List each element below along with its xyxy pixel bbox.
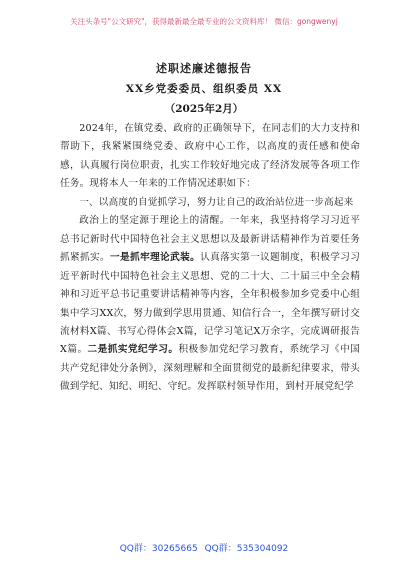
document-body [60,120,360,397]
section1-text-a: 政治上的坚定源于理论上的清醒。一年来，我坚持将学习习近平总书记新时代中国特色社会主义思想以及最新讲话精神作为首要任务抓紧抓实。 [60,215,360,264]
top-ad-banner: 关注头条号"公文研究"，获得最新最全最专业的公文资料库！ 微信：gongwenyj [70,17,338,26]
qq-group-2-label: QQ群： [204,544,237,554]
document-subtitle: XX乡党委委员、组织委员 XX [125,83,283,95]
section1-paragraph [60,212,360,397]
qq-group-1-label: QQ群： [119,544,152,554]
section1-text-c: 积极参加党纪学习教育，系统学习《中国共产党纪律处分条例》，深刻理解和全面贯彻党的最新纪律要求，带头做到学纪、知纪、明纪、守纪。发挥联村领导作用，到村开展党纪学 [60,344,360,393]
qq-group-2-number: 535304092 [236,544,289,554]
section1-bold-a: 一是抓牢理论武装。 [110,252,201,264]
intro-paragraph: 2024年，在镇党委、政府的正确领导下，在同志们的大力支持和帮助下，我紧紧围绕党委、政府中心工作，以高度的责任感和使命感，认真履行岗位职责，扎实工作较好地完成了经济发展等各项工作任务。现将本人一年来的工作情况述职如下： [60,123,360,190]
section1-bold-b: 二是抓实党纪学习。 [87,344,179,356]
section1-heading: 一、以高度的自觉抓学习，努力让自己的政治站位进一步高起来 [79,196,354,208]
document-date: （2025年2月） [164,103,244,115]
document-title: 述职述廉述德报告 [156,62,252,75]
qq-group-1-number: 30265665 [151,544,198,554]
footer-qq-groups [0,541,408,554]
section1-text-b: 认真落实第一议题制度，积极学习习近平新时代中国特色社会主义思想、党的二十大、二十届三中全会精神和习近平总书记重要讲话精神等内容，全年积极参加乡党委中心组集中学习XX次，努力做到学思用贯通、知信行合一，全年撰写研讨交流材料X篇、书写心得体会X篇，记学习笔记X万余字，完成调研报告X篇。 [60,252,361,356]
